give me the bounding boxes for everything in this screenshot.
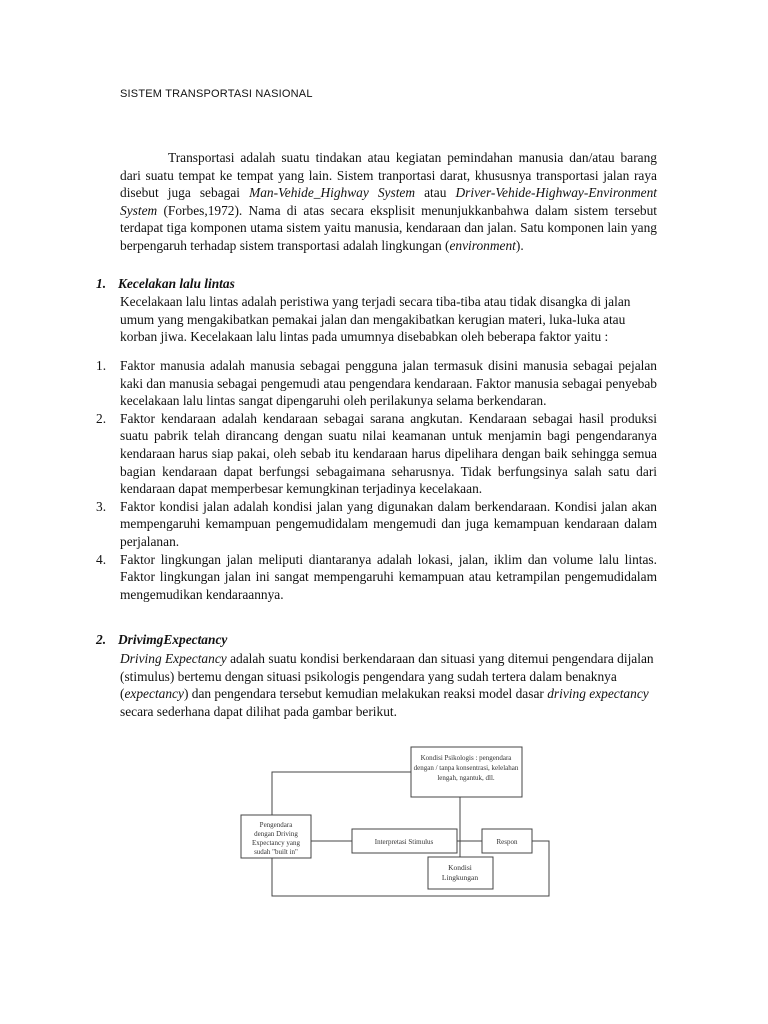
psychology-line-2: dengan / tanpa konsentrasi, kelelahan: [413, 764, 519, 772]
list-item-text: Faktor lingkungan jalan meliputi diantaranya adalah lokasi, jalan, iklim dan volume lalu lintas. Faktor lingkungan jalan ini sangat mempengaruhi kemampuan atau ketrampilan pengemudidalam mengemudikan kendaraannya.: [120, 551, 657, 602]
driver-line-1: Pengendara: [259, 821, 293, 829]
driver-line-3: Expectancy yang: [251, 839, 301, 847]
section-2-title: DrivimgExpectancy: [118, 632, 228, 647]
connector-driver-psych: [272, 772, 411, 815]
psychology-line-3: lengah, ngantuk, dll.: [437, 774, 495, 782]
section-2-text-3: secara sederhana dapat dilihat pada gambar berikut.: [120, 703, 397, 719]
section-2-term-3: driving expectancy: [547, 686, 649, 702]
intro-term-1: Man-Vehide_Highway System: [249, 185, 416, 201]
intro-text-2: atau: [415, 185, 456, 201]
list-item-number: 1.: [96, 358, 107, 373]
environment-line-1: Kondisi: [448, 863, 472, 872]
document-title: SISTEM TRANSPORTASI NASIONAL: [120, 88, 313, 100]
section-2-number: 2.: [96, 632, 107, 647]
list-item-number: 3.: [96, 498, 107, 514]
response-label: Respon: [496, 838, 518, 846]
intro-text-3: (Forbes,1972). Nama di atas secara eksplisit menunjukkanbahwa dalam sistem tersebut terdapat tiga komponen utama sistem yaitu manusia, kendaraan dan jalan. Satu komponen lain yang berpengaruh terhadap sistem transportasi adalah lingkungan (: [120, 202, 657, 253]
list-item-text: Faktor kondisi jalan adalah kondisi jalan yang digunakan dalam berkendaraan. Kondisi jalan akan mempengaruhi kemampuan pengemudidalam mengemudi dan juga kemampuan kendaraan dalam perjalanan.: [120, 498, 657, 549]
list-item-text: Faktor manusia adalah manusia sebagai pengguna jalan termasuk disini manusia sebagai pejalan kaki dan manusia sebagai pengemudi atau pengendara kendaraan. Faktor manusia sebagai penyebab kecelakaan lalu lintas sangat dipengaruhi oleh perilakunya selama berkendaran.: [120, 358, 657, 409]
section-2-term-2: expectancy: [124, 686, 184, 702]
intro-term-2: Driver-Vehide-Highway-Environment System: [120, 185, 657, 218]
psychology-line-1: Kondisi Psikologis : pengendara: [420, 754, 512, 762]
driver-line-4: sudah "built in": [254, 848, 298, 856]
section-2-text-1: adalah suatu kondisi berkendaraan dan situasi yang ditemui pengendara dijalan (stimulus) bertemu dengan situasi psikologis pengendara yang sudah tertera dalam benaknya (: [120, 651, 654, 702]
connector-feedback-loop: [272, 841, 549, 896]
environment-line-2: Lingkungan: [441, 873, 479, 882]
list-item-number: 4.: [96, 551, 107, 567]
intro-text-4: ).: [515, 237, 524, 253]
section-2-text-2: ) dan pengendara tersebut kemudian melakukan reaksi model dasar: [183, 686, 548, 702]
interpretation-label: Interpretasi Stimulus: [374, 838, 434, 846]
section-1-body: Kecelakaan lalu lintas adalah peristiwa yang terjadi secara tiba-tiba atau tidak disangka di jalan umum yang mengakibatkan pemakai jalan dan mengakibatkan kerugian materi, luka-luka atau korban jiwa. Kecelakaan lalu lintas pada umumnya disebabkan oleh beberapa faktor yaitu :: [120, 294, 631, 345]
section-2-term-1: Driving Expectancy: [120, 651, 227, 666]
section-1-title: Kecelakan lalu lintas: [118, 276, 235, 291]
section-1-number: 1.: [96, 276, 107, 291]
intro-term-3: environment: [449, 237, 516, 253]
list-item-number: 2.: [96, 410, 107, 426]
driver-line-2: dengan Driving: [254, 830, 298, 838]
list-item-text: Faktor kendaraan adalah kendaraan sebagai sarana angkutan. Kendaraan sebagai hasil produksi suatu pabrik telah dirancang dengan suatu nilai keamanan untuk menjamin bagi pengendaranya kendaraan harus siap pakai, oleh sebab itu kendaraan harus dipelihara dengan baik sehingga semua bagian kendaraan dapat berfungsi sebagaimana seharusnya. Tidak berfungsinya salah satu dari kendaraan dapat memperbesar kemungkinan terjadinya kecelakaan.: [120, 410, 657, 497]
intro-text-1: Transportasi adalah suatu tindakan atau kegiatan pemindahan manusia dan/atau barang dari suatu tempat ke tempat yang lain. Sistem tranportasi darat, khususnya transportasi jalan raya disebut juga sebagai: [120, 150, 657, 201]
